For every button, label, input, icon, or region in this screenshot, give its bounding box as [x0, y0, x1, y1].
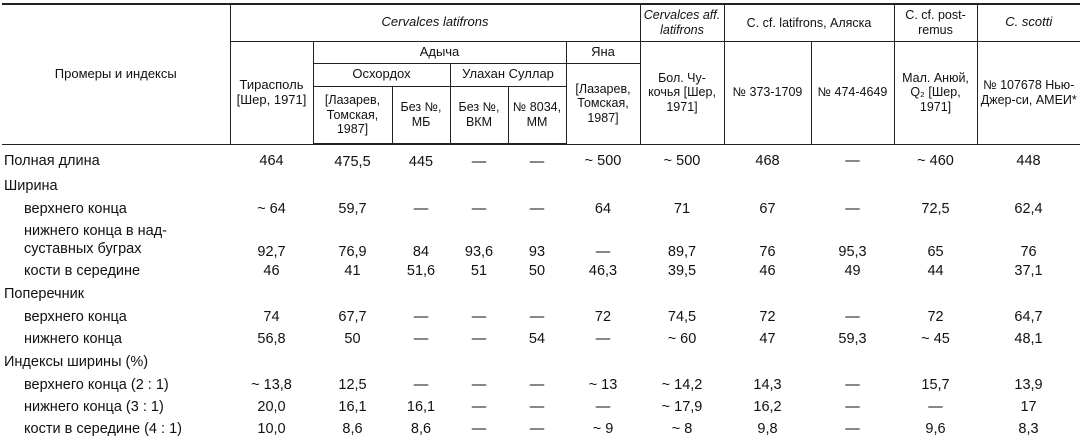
cell: —: [529, 201, 545, 217]
header-group-cervalces-aff: Cervalces aff. latifrons: [640, 4, 724, 41]
cell: ~ 8: [671, 421, 693, 437]
header-oskhordokh: Осхордох: [313, 63, 450, 86]
cell: 48,1: [1014, 331, 1043, 347]
cell: —: [529, 399, 545, 415]
table-row: [2, 282, 1080, 306]
header-col-107678: № 107678 Нью-Джер-си, АМЕИ*: [977, 41, 1080, 144]
cell: —: [413, 309, 429, 325]
cell: —: [845, 201, 860, 217]
cell: ~ 13: [588, 377, 618, 393]
header-col-373-1709: № 373-1709: [724, 41, 811, 144]
header-col-8034: № 8034, ММ: [508, 86, 566, 144]
cell: 93,6: [464, 244, 494, 260]
table-row: [2, 306, 1080, 328]
cell: 464: [259, 153, 284, 170]
cell: —: [845, 153, 860, 170]
cell: 13,9: [1014, 377, 1043, 393]
header-group-cervalces-latifrons: Cervalces latifrons: [230, 4, 640, 41]
cell: 14,3: [753, 377, 782, 393]
cell: 54: [528, 331, 546, 347]
row-label: нижнего конца: [24, 331, 122, 347]
cell: 84: [412, 244, 430, 260]
table-row: [2, 328, 1080, 350]
group-label: Ширина: [4, 178, 58, 194]
cell: ~ 500: [663, 153, 701, 170]
cell: —: [845, 377, 860, 393]
cell: 44: [927, 263, 944, 279]
cell: 46: [759, 263, 776, 279]
table-row: [2, 220, 1080, 260]
cell: —: [595, 244, 611, 260]
table-header: [2, 4, 1080, 144]
cell: 20,0: [257, 399, 286, 415]
cell: 67: [759, 201, 776, 217]
cell: 64: [594, 201, 612, 217]
cell: 64,7: [1014, 309, 1043, 325]
table-row: [2, 144, 1080, 174]
cell: 67,7: [338, 309, 367, 325]
cell: 445: [408, 153, 434, 170]
cell: ~ 17,9: [661, 399, 703, 415]
cell: 49: [844, 263, 861, 279]
cell: 9,6: [925, 421, 946, 437]
cell: —: [471, 153, 487, 170]
header-oskhordokh-lazarev: [Лазарев, Томская, 1987]: [313, 86, 392, 144]
cell: —: [413, 331, 429, 347]
cell: 72: [759, 309, 776, 325]
row-label: верхнего конца (2 : 1): [24, 377, 169, 393]
cell: —: [471, 421, 487, 437]
cell: 8,6: [410, 421, 432, 437]
cell: 56,8: [257, 331, 286, 347]
table-row: [2, 260, 1080, 282]
cell: —: [845, 309, 860, 325]
table-row: [2, 418, 1080, 440]
cell: 74,5: [667, 309, 697, 325]
cell: 93: [528, 244, 546, 260]
header-row-label: Промеры и индексы: [2, 4, 230, 144]
header-bez-vkm: Без №, ВКМ: [450, 86, 508, 144]
cell: 15,7: [921, 377, 950, 393]
cell: 17: [1020, 399, 1037, 415]
cell: —: [928, 399, 943, 415]
cell: 10,0: [257, 421, 286, 437]
cell: 47: [759, 331, 776, 347]
cell: 8,3: [1018, 421, 1039, 437]
cell: —: [413, 377, 429, 393]
cell: 51: [470, 263, 488, 279]
cell: 16,1: [406, 399, 436, 415]
cell: —: [529, 421, 545, 437]
cell: —: [529, 153, 545, 170]
cell: 9,8: [757, 421, 778, 437]
cell: 50: [344, 331, 361, 347]
cell: —: [595, 399, 611, 415]
table-row: [2, 198, 1080, 220]
table-row: [2, 374, 1080, 396]
header-col-474-4649: № 474-4649: [811, 41, 894, 144]
cell: 74: [263, 309, 280, 325]
cell: 65: [927, 244, 944, 260]
cell: 50: [528, 263, 546, 279]
cell: 16,2: [753, 399, 782, 415]
cell: —: [595, 331, 611, 347]
cell: —: [471, 399, 487, 415]
row-label: верхнего конца: [24, 201, 127, 217]
table-row: [2, 396, 1080, 418]
cell: 71: [673, 201, 691, 217]
cell: —: [471, 377, 487, 393]
header-ulakhan-sullar: Улахан Суллар: [450, 63, 566, 86]
row-label: кости в середине: [24, 263, 141, 279]
cell: 12,5: [338, 377, 367, 393]
group-label: Поперечник: [4, 286, 85, 302]
cell: ~ 500: [584, 153, 622, 170]
row-label: Полная длина: [4, 153, 100, 170]
cell: 8,6: [342, 421, 363, 437]
header-group-scotti: C. scotti: [977, 4, 1080, 41]
cell: 89,7: [667, 244, 697, 260]
cell: ~ 14,2: [661, 377, 703, 393]
header-bez-mb: Без №, МБ: [392, 86, 450, 144]
cell: ~ 13,8: [251, 377, 292, 393]
cell: —: [845, 421, 860, 437]
cell: 59,7: [338, 201, 367, 217]
cell: 41: [344, 263, 361, 279]
header-yana: Яна: [566, 41, 640, 63]
cell: 51,6: [406, 263, 436, 279]
cell: —: [471, 201, 487, 217]
cell: —: [529, 309, 545, 325]
cell: 468: [755, 153, 780, 170]
header-mal-anyuy: Мал. Анюй, Q₂ [Шер, 1971]: [894, 41, 977, 144]
cell: 59,3: [838, 331, 867, 347]
cell: —: [845, 399, 860, 415]
table-body: [2, 144, 1080, 440]
header-group-cf-latifrons-alaska: C. cf. latifrons, Аляска: [724, 4, 894, 41]
header-bol-chukochya: Бол. Чу-кочья [Шер, 1971]: [640, 41, 724, 144]
cell: 475,5: [334, 153, 371, 170]
row-label: нижнего конца (3 : 1): [24, 399, 164, 415]
cell: 72: [594, 309, 612, 325]
cell: 16,1: [338, 399, 367, 415]
cell: ~ 45: [921, 331, 950, 347]
table-row: [2, 174, 1080, 198]
cell: 72: [927, 309, 944, 325]
cell: 39,5: [667, 263, 697, 279]
cell: 76: [1020, 244, 1037, 260]
header-yana-lazarev: [Лазарев, Томская, 1987]: [566, 63, 640, 144]
cell: ~ 60: [667, 331, 697, 347]
header-group-cf-postremus: C. cf. post-remus: [894, 4, 977, 41]
row-label: нижнего конца в над-суставных буграх: [24, 223, 168, 258]
cell: —: [471, 309, 487, 325]
cell: 37,1: [1014, 263, 1043, 279]
row-label: верхнего конца: [24, 309, 127, 325]
cell: 62,4: [1014, 201, 1043, 217]
header-tiraspol: Тирасполь [Шер, 1971]: [230, 41, 313, 144]
cell: —: [413, 201, 429, 217]
table-row: [2, 350, 1080, 374]
cell: 76: [759, 244, 776, 260]
cell: ~ 460: [917, 153, 954, 170]
cell: 92,7: [257, 244, 286, 260]
group-label: Индексы ширины (%): [4, 354, 149, 370]
cell: 76,9: [338, 244, 367, 260]
cell: 72,5: [921, 201, 950, 217]
row-label: кости в середине (4 : 1): [24, 421, 182, 437]
cell: 448: [1016, 153, 1041, 170]
cell: —: [529, 377, 545, 393]
cell: —: [471, 331, 487, 347]
cell: 46: [263, 263, 280, 279]
header-adycha: Адыча: [313, 41, 566, 63]
cell: ~ 9: [592, 421, 614, 437]
cell: ~ 64: [257, 201, 286, 217]
measurement-table: [2, 3, 1080, 440]
cell: 46,3: [588, 263, 618, 279]
cell: 95,3: [838, 244, 867, 260]
